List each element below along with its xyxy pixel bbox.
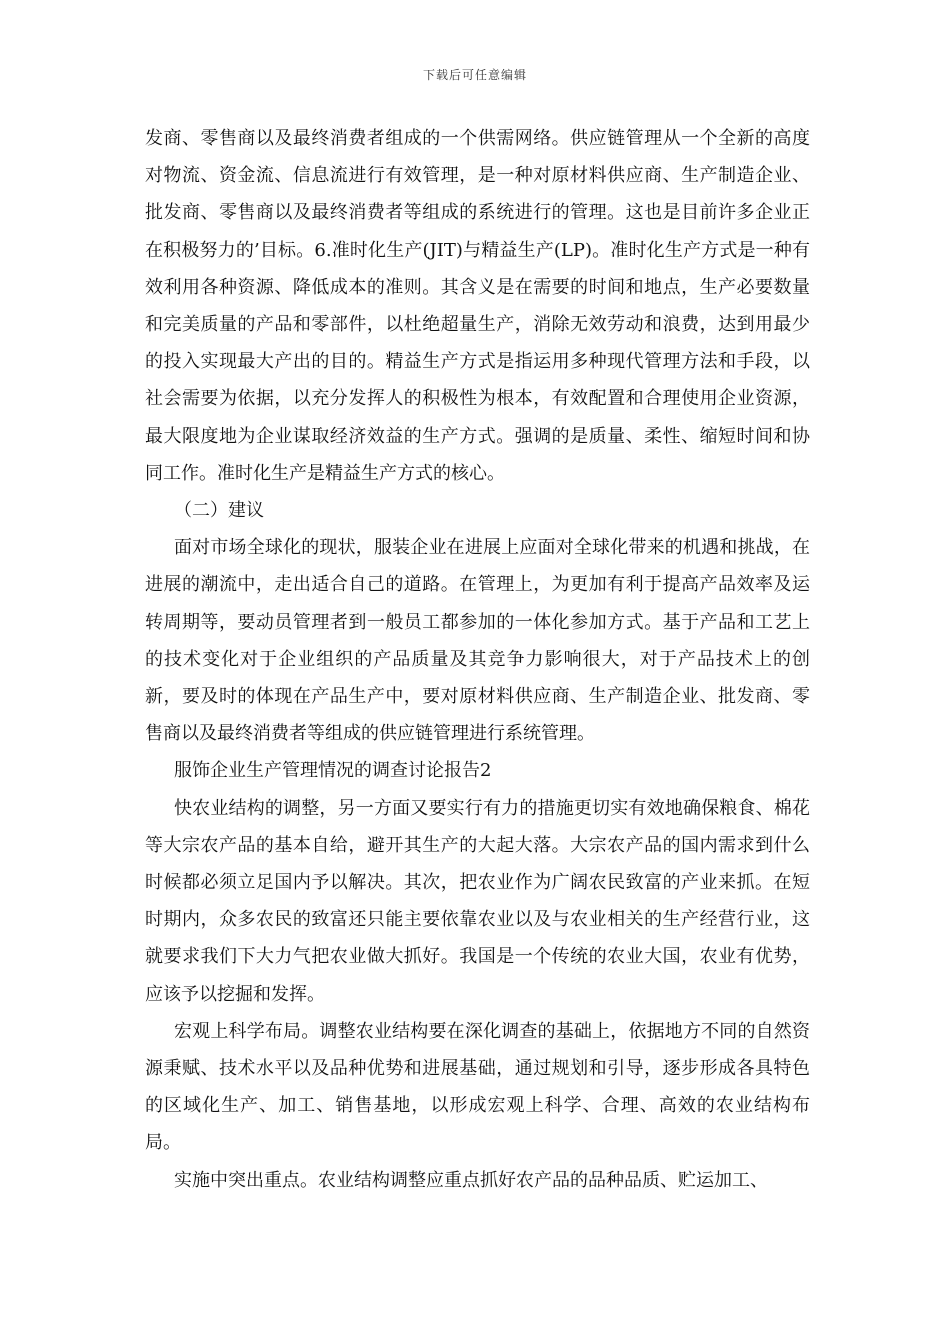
paragraph-macro-layout: 宏观上科学布局。调整农业结构要在深化调查的基础上，依据地方不同的自然资源秉赋、技术水平以及品种优势和进展基础，通过规划和引导，逐步形成各具特色的区域化生产、加工、销售基地，以形成宏观上科学、合理、高效的农业结构布局。	[145, 1020, 810, 1154]
paragraph-supply-chain-jit: 发商、零售商以及最终消费者组成的一个供需网络。供应链管理从一个全新的高度对物流、资金流、信息流进行有效管理，是一种对原材料供应商、生产制造企业、批发商、零售商以及最终消费者等组成的系统进行的管理。这也是目前许多企业正在积极努力的’目标。6.准时化生产(JIT)与精益生产(LP)。准时化生产方式是一种有效利用各种资源、降低成本的准则。其含义是在需要的时间和地点，生产必要数量和完美质量的产品和零部件，以杜绝超量生产，消除无效劳动和浪费，达到用最少的投入实现最大产出的目的。精益生产方式是指运用多种现代管理方法和手段，以社会需要为依据，以充分发挥人的积极性为根本，有效配置和合理使用企业资源，最大限度地为企业谋取经济效益的生产方式。强调的是质量、柔性、缩短时间和协同工作。准时化生产是精益生产方式的核心。	[145, 128, 810, 484]
report-title-2: 服饰企业生产管理情况的调查讨论报告2	[174, 760, 492, 782]
paragraph-suggestions: 面对市场全球化的现状，服装企业在进展上应面对全球化带来的机遇和挑战，在进展的潮流中，走出适合自己的道路。在管理上，为更加有利于提高产品效率及运转周期等，要动员管理者到一般员工都参加的一体化参加方式。基于产品和工艺上的技术变化对于企业组织的产品质量及其竞争力影响很大，对于产品技术上的创新，要及时的体现在产品生产中，要对原材料供应商、生产制造企业、批发商、零售商以及最终消费者等组成的供应链管理进行系统管理。	[145, 537, 810, 745]
paragraph-agriculture-structure: 快农业结构的调整，另一方面又要实行有力的措施更切实有效地确保粮食、棉花等大宗农产品的基本自给，避开其生产的大起大落。大宗农产品的国内需求到什么时候都必须立足国内予以解决。其次，把农业作为广阔农民致富的产业来抓。在短时期内，众多农民的致富还只能主要依靠农业以及与农业相关的生产经营行业，这就要求我们下大力气把农业做大抓好。我国是一个传统的农业大国，农业有优势，应该予以挖掘和发挥。	[145, 797, 810, 1005]
document-body	[145, 120, 810, 1199]
paragraph-key-points: 实施中突出重点。农业结构调整应重点抓好农产品的品种品质、贮运加工、	[174, 1169, 768, 1191]
section-heading-suggestions: （二）建议	[174, 500, 264, 522]
page-header: 下载后可任意编辑	[422, 68, 527, 82]
